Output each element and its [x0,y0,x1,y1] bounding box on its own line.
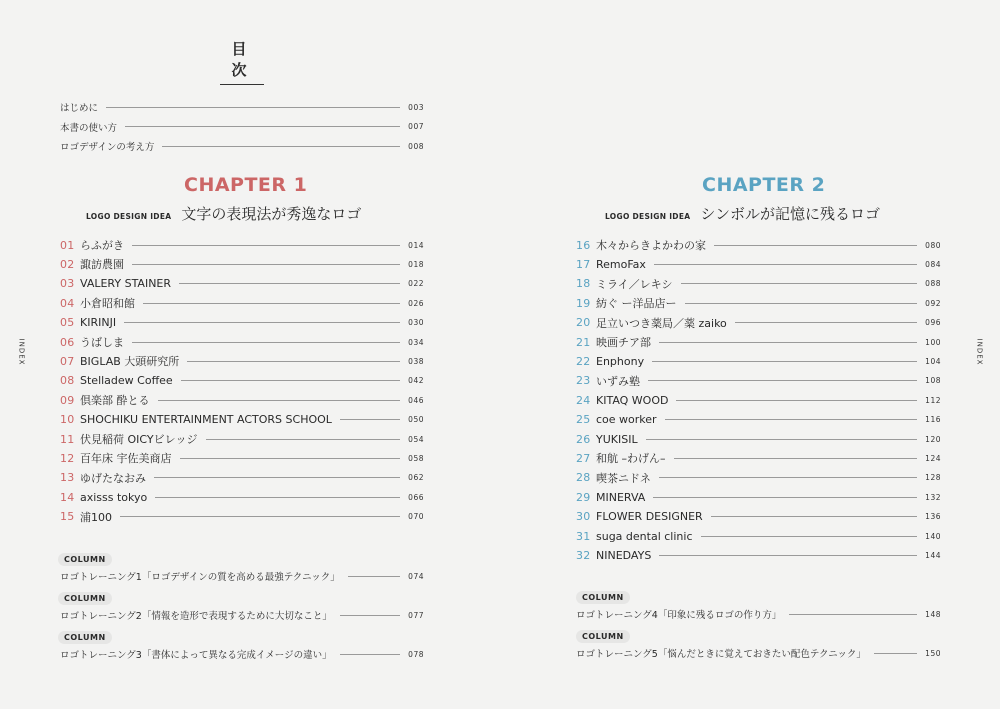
leader-line [155,497,400,498]
leader-line [206,439,401,440]
chapter2-heading: CHAPTER 2 [702,174,826,196]
leader-line [674,458,918,459]
column-badge: COLUMN [58,631,112,644]
entry-label: SHOCHIKU ENTERTAINMENT ACTORS SCHOOL [80,413,332,427]
intro-row[interactable] [60,138,424,154]
entry-label: coe worker [596,413,657,427]
leader-line [132,342,400,343]
toc-entry[interactable] [576,237,941,253]
toc-entry[interactable] [60,509,424,525]
leader-line [340,615,400,616]
toc-entry[interactable] [576,295,941,311]
entry-label: ロゴトレーニング2「情報を造形で表現するために大切なこと」 [60,611,332,622]
page-number: 042 [408,376,424,386]
entry-label: 木々からきよかわの家 [596,239,706,252]
toc-entry[interactable] [60,237,424,253]
entry-label: 喫茶ニドネ [596,471,651,485]
entry-label: axisss tokyo [80,490,148,504]
leader-line [162,146,400,147]
leader-line [659,477,917,478]
toc-entry[interactable] [60,334,424,350]
leader-line [681,283,918,284]
entry-label: ゆげたなおみ [80,471,146,485]
column-badge: COLUMN [576,591,630,604]
toc-entry[interactable] [60,256,424,272]
column-badge: COLUMN [58,553,112,566]
page-number: 003 [408,102,424,112]
page-number: 008 [408,141,424,151]
toc-entry[interactable] [576,489,941,505]
toc-entry[interactable] [576,276,941,292]
toc-entry[interactable] [60,373,424,389]
page-number: 084 [925,259,941,269]
entry-number: 20 [576,316,591,330]
toc-entry[interactable] [60,431,424,447]
entry-number: 19 [576,296,591,310]
leader-line [653,497,917,498]
toc-entry[interactable] [60,412,424,428]
page-number: 100 [925,337,941,347]
column-entry[interactable] [576,645,941,661]
page-number: 108 [925,376,941,386]
entry-number: 25 [576,413,591,427]
entry-label: 紡ぐ ー洋品店ー [596,297,677,311]
leader-line [654,264,917,265]
page-number: 120 [925,434,941,444]
toc-entry[interactable] [60,276,424,292]
page-number: 092 [925,298,941,308]
toc-entry[interactable] [60,315,424,331]
entry-label: ロゴトレーニング1「ロゴデザインの質を高める最強テクニック」 [60,572,340,583]
toc-entry[interactable] [576,509,941,525]
entry-label: FLOWER DESIGNER [596,510,703,524]
entry-number: 09 [60,393,75,407]
page-number: 034 [408,337,424,347]
page-number: 150 [925,648,941,658]
leader-line [340,654,401,655]
entry-number: 10 [60,413,75,427]
toc-entry[interactable] [576,412,941,428]
leader-line [187,361,400,362]
toc-entry[interactable] [576,547,941,563]
leader-line [143,303,400,304]
chapter2-subhead [605,203,880,224]
column-badge: COLUMN [58,592,112,605]
column-badge: COLUMN [576,630,630,643]
page-number: 062 [408,473,424,483]
entry-label: 小倉昭和館 [80,297,135,311]
leader-line [676,400,917,401]
entry-label: BIGLAB 大頭研究所 [80,355,180,369]
entry-label: ロゴトレーニング4「印象に残るロゴの作り方」 [576,610,782,621]
toc-entry[interactable] [576,470,941,486]
leader-line [685,303,918,304]
column-entry[interactable] [60,646,424,662]
leader-line [874,653,917,654]
leader-line [154,477,400,478]
entry-label: ロゴトレーニング3「書体によって異なる完成イメージの違い」 [60,650,332,661]
entry-number: 22 [576,354,591,368]
entry-label: はじめに [60,103,99,114]
toc-entry[interactable] [60,470,424,486]
entry-label: 本書の使い方 [60,122,118,134]
toc-entry[interactable] [60,295,424,311]
entry-label: ロゴデザインの考え方 [60,142,155,153]
toc-entry[interactable] [576,431,941,447]
entry-number: 03 [60,277,75,291]
entry-label: RemoFax [596,257,646,271]
toc-entry[interactable] [60,450,424,466]
entry-label: 百年床 宇佐美商店 [80,452,172,466]
chapter2-tag: LOGO DESIGN IDEA [605,212,691,221]
page-number: 054 [408,434,424,444]
entry-label: VALERY STAINER [80,277,172,291]
page-number: 112 [925,395,941,405]
entry-number: 21 [576,335,591,349]
leader-line [179,283,400,284]
page-number: 058 [408,453,424,463]
entry-number: 28 [576,471,591,485]
entry-label: ミライ／レキシ [596,277,673,291]
entry-label: 諏訪農園 [80,258,124,272]
page-number: 030 [408,318,424,328]
entry-label: うばしま [80,336,124,349]
column-entry[interactable] [60,568,424,584]
entry-number: 29 [576,490,591,504]
page-number: 018 [408,259,424,269]
toc-entry[interactable] [576,256,941,272]
page-number: 050 [408,415,424,425]
page-number: 144 [925,550,941,560]
leader-line [646,439,918,440]
entry-label: いずみ塾 [596,374,640,388]
leader-line [701,536,918,537]
page-number: 132 [925,492,941,502]
page-number: 136 [925,512,941,522]
toc-entry[interactable] [60,392,424,408]
page-number: 046 [408,395,424,405]
page-number: 074 [408,571,424,581]
entry-number: 32 [576,548,591,562]
leader-line [659,555,917,556]
page-number: 088 [925,279,941,289]
entry-number: 31 [576,529,591,543]
page-number: 080 [925,240,941,250]
entry-number: 23 [576,374,591,388]
entry-label: らふがき [80,239,124,252]
leader-line [714,245,917,246]
toc-entry[interactable] [60,353,424,369]
page-number: 014 [408,240,424,250]
leader-line [340,419,400,420]
leader-line [648,380,917,381]
entry-number: 27 [576,451,591,465]
chapter1-title: 文字の表現法が秀逸なロゴ [181,205,362,223]
page-number: 022 [408,279,424,289]
page-number: 128 [925,473,941,483]
entry-number: 07 [60,354,75,368]
page-number: 026 [408,298,424,308]
leader-line [132,245,400,246]
leader-line [665,419,918,420]
page-number: 038 [408,356,424,366]
intro-row[interactable] [60,99,424,115]
entry-label: 倶楽部 酔とる [80,394,150,408]
page-number: 104 [925,356,941,366]
column-entry[interactable] [60,607,424,623]
toc-entry[interactable] [576,528,941,544]
chapter1-subhead [86,203,361,224]
page-number: 116 [925,415,941,425]
entry-number: 01 [60,238,75,252]
chapter1-heading: CHAPTER 1 [184,174,308,196]
entry-number: 17 [576,257,591,271]
entry-label: suga dental clinic [596,529,693,543]
entry-number: 24 [576,393,591,407]
leader-line [711,516,917,517]
leader-line [348,576,400,577]
leader-line [181,380,400,381]
leader-line [124,322,400,323]
leader-line [120,516,400,517]
entry-number: 13 [60,471,75,485]
page-number: 096 [925,318,941,328]
entry-number: 04 [60,296,75,310]
entry-label: 和航 –わげん– [596,452,666,466]
entry-number: 15 [60,510,75,524]
entry-number: 11 [60,432,75,446]
page-number: 140 [925,531,941,541]
page-number: 078 [408,649,424,659]
page-number: 070 [408,512,424,522]
entry-label: 映画チア部 [596,336,651,349]
column-entry[interactable] [576,606,941,622]
leader-line [132,264,400,265]
side-tab-left: INDEX [17,338,26,366]
intro-row[interactable] [60,119,424,135]
entry-label: 足立いつき薬局／薬 zaiko [596,316,727,330]
entry-label: MINERVA [596,490,646,504]
toc-entry[interactable] [576,373,941,389]
entry-label: 浦100 [80,510,112,524]
entry-number: 14 [60,490,75,504]
page-number: 124 [925,453,941,463]
leader-line [125,126,400,127]
entry-number: 08 [60,374,75,388]
entry-number: 12 [60,451,75,465]
entry-number: 26 [576,432,591,446]
leader-line [652,361,917,362]
toc-entry[interactable] [576,315,941,331]
toc-entry[interactable] [576,450,941,466]
entry-label: KITAQ WOOD [596,393,669,407]
chapter1-tag: LOGO DESIGN IDEA [86,212,172,221]
toc-entry[interactable] [576,334,941,350]
leader-line [659,342,917,343]
toc-entry[interactable] [576,353,941,369]
entry-label: ロゴトレーニング5「悩んだときに覚えておきたい配色テクニック」 [576,649,866,660]
entry-number: 30 [576,510,591,524]
entry-label: KIRINJI [80,316,117,330]
entry-number: 18 [576,277,591,291]
entry-number: 06 [60,335,75,349]
page-title: 目 次 [220,38,264,85]
leader-line [106,107,400,108]
leader-line [158,400,401,401]
side-tab-right: INDEX [975,338,984,366]
toc-entry[interactable] [60,489,424,505]
entry-label: Stelladew Coffee [80,374,173,388]
entry-label: YUKISIL [596,432,638,446]
chapter2-title: シンボルが記憶に残るロゴ [700,205,880,223]
entry-label: NINEDAYS [596,548,652,562]
page-number: 007 [408,122,424,131]
toc-entry[interactable] [576,392,941,408]
leader-line [735,322,917,323]
page-number: 066 [408,492,424,502]
page-number: 148 [925,609,941,619]
leader-line [789,614,917,615]
entry-label: Enphony [596,354,645,368]
entry-number: 05 [60,316,75,330]
page-number: 077 [408,610,424,620]
entry-number: 02 [60,257,75,271]
entry-number: 16 [576,238,591,252]
leader-line [180,458,401,459]
entry-label: 伏見稲荷 OICYビレッジ [80,433,198,446]
